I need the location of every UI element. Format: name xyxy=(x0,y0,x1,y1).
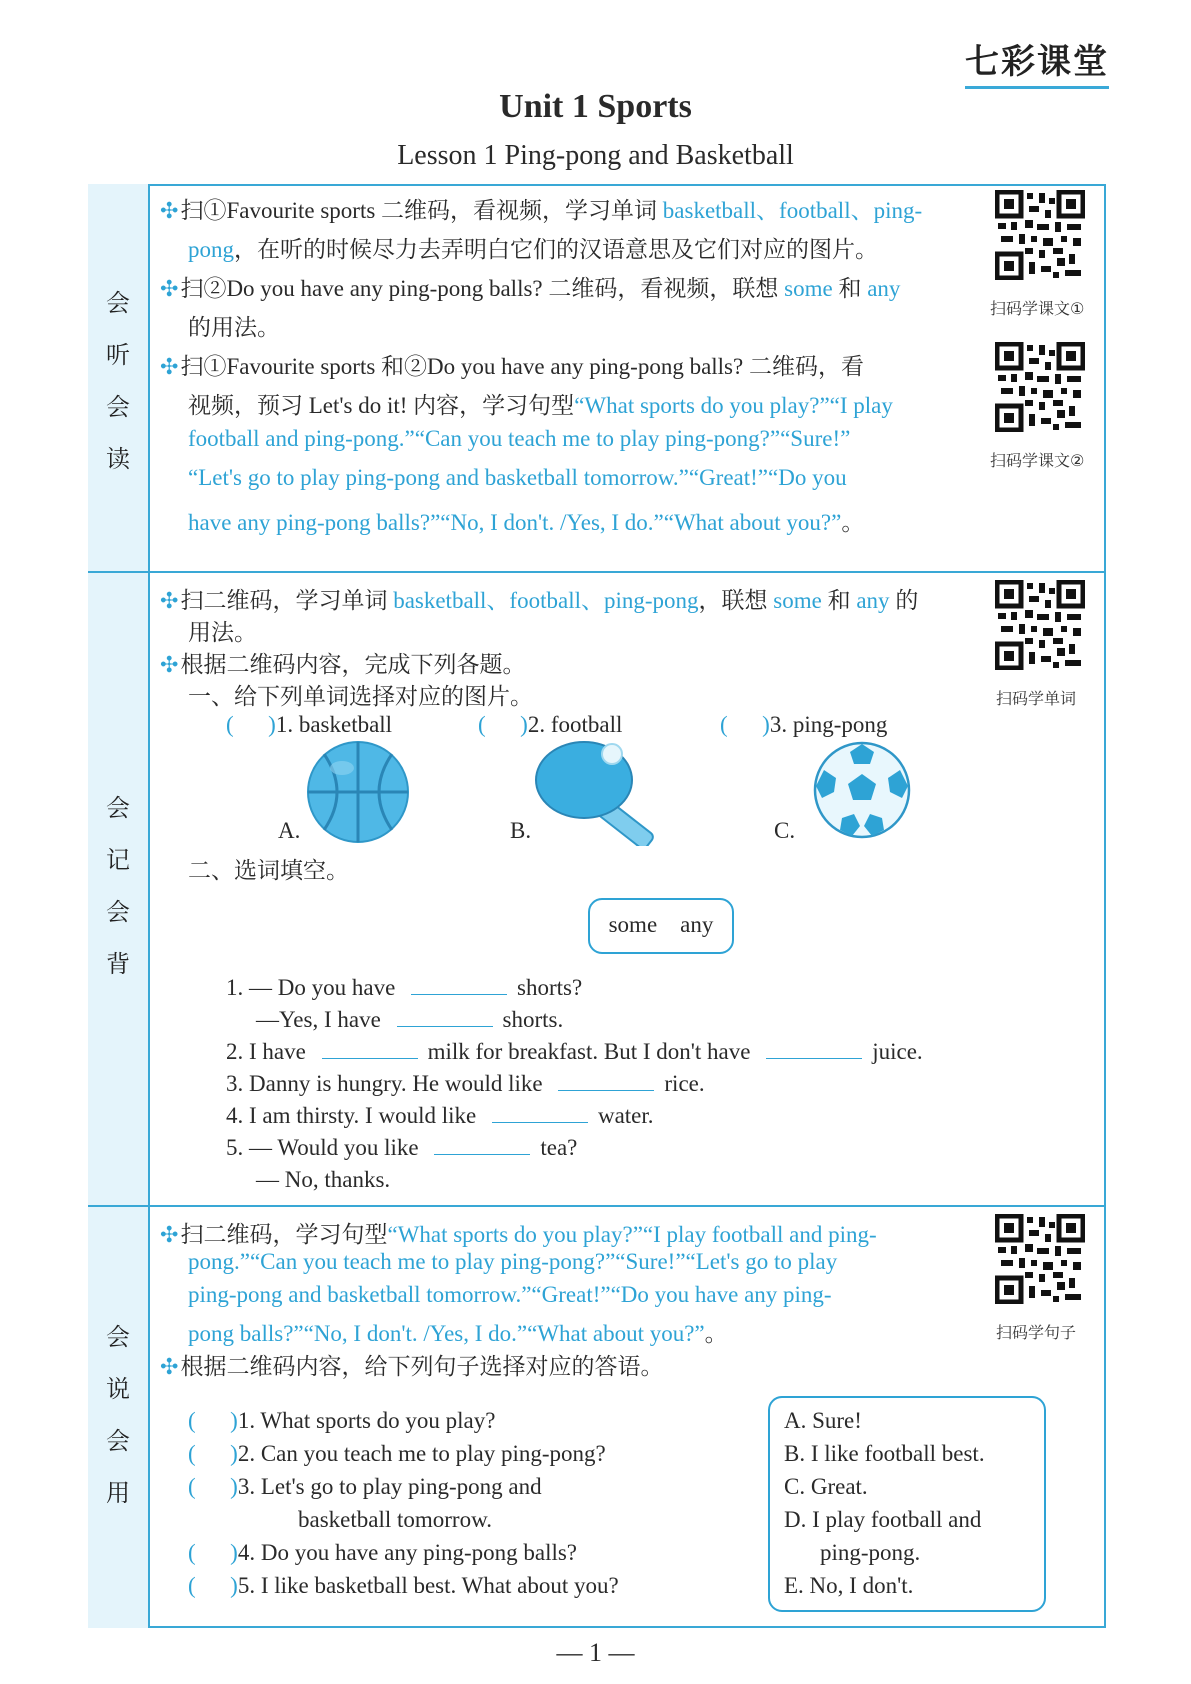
match-q4 xyxy=(188,1540,577,1566)
bullet-icon: ✣ xyxy=(160,588,179,613)
highlight-text: pong balls?”“No, I don't. /Yes, I do.”“What about you?” xyxy=(188,1321,705,1346)
qr-caption: 扫码学课文② xyxy=(990,451,1085,470)
answer-blank[interactable] xyxy=(766,1040,862,1059)
s3-line-2: pong.”“Can you teach me to play ping-pong?”“Sure!”“Let's go to play xyxy=(188,1249,838,1274)
text: juice. xyxy=(872,1039,923,1064)
side-char: 会 xyxy=(106,898,130,926)
answer-option: E. No, I don't. xyxy=(784,1573,914,1598)
text: —Yes, I have xyxy=(256,1007,381,1032)
side-char: 会 xyxy=(106,393,130,421)
side-label-text xyxy=(88,782,148,990)
match-q1 xyxy=(188,1408,495,1434)
text: rice. xyxy=(664,1071,705,1096)
highlight-text: any xyxy=(867,276,901,301)
match-word-2 xyxy=(478,712,622,738)
text: 视频，预习 Let's do it! 内容，学习句型 xyxy=(188,393,575,418)
s3-line-4 xyxy=(188,1315,728,1348)
pic-label-b: B. xyxy=(510,818,532,843)
highlight-text: basketball、football、ping-pong xyxy=(393,588,699,613)
answer-paren[interactable]: ( ) xyxy=(226,712,276,737)
side-label-listen-read xyxy=(88,184,150,572)
qr-caption: 扫码学单词 xyxy=(996,689,1077,708)
side-label-memorize xyxy=(88,572,150,1206)
highlight-text: some xyxy=(784,276,833,301)
answer-option: D. I play football and xyxy=(784,1507,982,1532)
answer-option-cont: ping-pong. xyxy=(820,1540,921,1565)
s2-line-1 xyxy=(160,582,918,615)
text: ，在听的时候尽力去弄明白它们的汉语意思及它们对应的图片。 xyxy=(234,237,878,262)
qr-code-icon[interactable] xyxy=(995,342,1085,432)
answer-blank[interactable] xyxy=(322,1040,418,1059)
text: shorts? xyxy=(517,975,583,1000)
text: 扫②Do you have any ping-pong balls? 二维码，看视频，联想 xyxy=(180,276,785,301)
highlight-text: “What sports do you play?”“I play xyxy=(574,393,893,418)
side-char: 用 xyxy=(106,1479,130,1507)
s2-line-4: 一、给下列单词选择对应的图片。 xyxy=(188,684,533,709)
match-q3-cont: basketball tomorrow. xyxy=(298,1507,492,1532)
pic-label-c: C. xyxy=(774,818,796,843)
word: 3. ping-pong xyxy=(769,712,888,737)
fill-q1-a xyxy=(226,975,582,1001)
side-char: 会 xyxy=(106,1323,130,1351)
answer-option: C. Great. xyxy=(784,1474,868,1499)
s1-line-7: football and ping-pong.”“Can you teach me to play ping-pong?”“Sure!” xyxy=(188,426,851,451)
text: 。 xyxy=(704,1321,728,1346)
highlight-text: basketball、football、ping- xyxy=(662,198,923,223)
text: water. xyxy=(597,1103,654,1128)
part-two-heading: 二、选词填空。 xyxy=(188,858,349,883)
answer-paren[interactable]: ( ) xyxy=(720,712,770,737)
answer-blank[interactable] xyxy=(411,976,507,995)
side-char: 记 xyxy=(106,846,130,874)
side-char: 听 xyxy=(106,341,130,369)
answer-paren[interactable]: ( ) xyxy=(188,1441,238,1466)
s3-line-1 xyxy=(160,1216,877,1249)
match-word-1 xyxy=(226,712,392,738)
bullet-icon: ✣ xyxy=(160,276,179,301)
text: 和 xyxy=(832,276,868,301)
text: 和 xyxy=(821,588,857,613)
side-label-text xyxy=(88,1311,148,1519)
match-q3 xyxy=(188,1474,542,1500)
football-icon xyxy=(812,740,912,840)
text: 4. I am thirsty. I would like xyxy=(226,1103,477,1128)
text: 根据二维码内容，完成下列各题。 xyxy=(180,652,526,677)
answer-paren[interactable]: ( ) xyxy=(478,712,528,737)
highlight-text: any xyxy=(856,588,890,613)
s1-line-9 xyxy=(188,504,864,537)
page-subtitle: Lesson 1 Ping-pong and Basketball xyxy=(397,140,794,171)
highlight-text: some xyxy=(773,588,822,613)
text: 扫二维码，学习句型 xyxy=(180,1222,388,1247)
s3-line-5 xyxy=(160,1348,663,1381)
answer-option: B. I like football best. xyxy=(784,1441,985,1466)
text: 扫①Favourite sports 二维码，看视频，学习单词 xyxy=(180,198,663,223)
fill-q3 xyxy=(226,1071,705,1097)
answer-blank[interactable] xyxy=(492,1104,588,1123)
question-text: 2. Can you teach me to play ping-pong? xyxy=(237,1441,606,1466)
side-label-text xyxy=(88,277,148,485)
side-char: 会 xyxy=(106,794,130,822)
s3-line-3: ping-pong and basketball tomorrow.”“Great!”“Do you have any ping- xyxy=(188,1282,832,1307)
s1-line-5 xyxy=(160,348,864,381)
page-number: — 1 — xyxy=(556,1638,635,1667)
answer-paren[interactable]: ( ) xyxy=(188,1408,238,1433)
qr-caption: 扫码学句子 xyxy=(996,1323,1077,1342)
text: shorts. xyxy=(502,1007,564,1032)
qr-code-icon[interactable] xyxy=(995,580,1085,670)
section-divider xyxy=(88,1205,1106,1207)
fill-q2 xyxy=(226,1039,923,1065)
text: 。 xyxy=(841,510,865,535)
text: milk for breakfast. But I don't have xyxy=(427,1039,751,1064)
pic-label-a: A. xyxy=(278,818,301,843)
brand-logo: 七彩课堂 xyxy=(965,34,1109,83)
highlight-text: “What sports do you play?”“I play football and ping- xyxy=(387,1222,877,1247)
bullet-icon: ✣ xyxy=(160,1222,179,1247)
s2-line-3 xyxy=(160,646,525,679)
bullet-icon: ✣ xyxy=(160,198,179,223)
ping-pong-paddle-icon xyxy=(534,740,674,846)
text: 3. Danny is hungry. He would like xyxy=(226,1071,543,1096)
s2-line-2: 用法。 xyxy=(188,620,257,645)
side-char: 会 xyxy=(106,1427,130,1455)
bullet-icon: ✣ xyxy=(160,354,179,379)
answer-blank[interactable] xyxy=(558,1072,654,1091)
question-text: 3. Let's go to play ping-pong and xyxy=(237,1474,542,1499)
answer-paren[interactable]: ( ) xyxy=(188,1474,238,1499)
text: 2. I have xyxy=(226,1039,306,1064)
text: 的 xyxy=(889,588,919,613)
word: 1. basketball xyxy=(275,712,393,737)
answer-paren[interactable]: ( ) xyxy=(188,1573,238,1598)
s1-line-8: “Let's go to play ping-pong and basketball tomorrow.”“Great!”“Do you xyxy=(188,465,847,490)
side-char: 读 xyxy=(106,445,130,473)
match-q5 xyxy=(188,1573,619,1599)
word-bank-words: some any xyxy=(608,912,714,937)
text: 扫①Favourite sports 和②Do you have any ping-pong balls? 二维码，看 xyxy=(180,354,864,379)
text: 扫二维码，学习单词 xyxy=(180,588,394,613)
s1-line-1 xyxy=(160,192,922,225)
side-char: 背 xyxy=(106,950,130,978)
fill-q5-b: — No, thanks. xyxy=(256,1167,391,1192)
match-word-3 xyxy=(720,712,887,738)
word: 2. football xyxy=(527,712,623,737)
text: 5. — Would you like xyxy=(226,1135,419,1160)
text: ，联想 xyxy=(698,588,774,613)
question-text: 5. I like basketball best. What about you? xyxy=(237,1573,619,1598)
text: 根据二维码内容，给下列句子选择对应的答语。 xyxy=(180,1354,664,1379)
answer-blank[interactable] xyxy=(397,1008,493,1027)
question-text: 1. What sports do you play? xyxy=(237,1408,496,1433)
highlight-text: have any ping-pong balls?”“No, I don't. /Yes, I do.”“What about you?” xyxy=(188,510,842,535)
basketball-icon xyxy=(306,740,410,844)
side-label-speak-use xyxy=(88,1206,150,1628)
answer-option: A. Sure! xyxy=(784,1408,862,1433)
match-q2 xyxy=(188,1441,606,1467)
fill-q5-a xyxy=(226,1135,577,1161)
text: tea? xyxy=(540,1135,578,1160)
side-char: 会 xyxy=(106,289,130,317)
section-divider xyxy=(88,571,1106,573)
answer-blank[interactable] xyxy=(434,1136,530,1155)
highlight-text: pong xyxy=(188,237,234,262)
fill-q4 xyxy=(226,1103,654,1129)
qr-code-icon[interactable] xyxy=(995,1214,1085,1304)
qr-code-icon[interactable] xyxy=(995,190,1085,280)
fill-q1-b xyxy=(256,1007,563,1033)
s1-line-3 xyxy=(160,270,900,303)
text: 1. — Do you have xyxy=(226,975,396,1000)
question-text: 4. Do you have any ping-pong balls? xyxy=(237,1540,578,1565)
qr-caption: 扫码学课文① xyxy=(990,299,1085,318)
bullet-icon: ✣ xyxy=(160,652,179,677)
side-char: 说 xyxy=(106,1375,130,1403)
s1-line-2 xyxy=(188,231,878,264)
bullet-icon: ✣ xyxy=(160,1354,179,1379)
page-title: Unit 1 Sports xyxy=(499,88,692,125)
s1-line-6 xyxy=(188,387,893,420)
s1-line-4: 的用法。 xyxy=(188,315,280,340)
answer-paren[interactable]: ( ) xyxy=(188,1540,238,1565)
